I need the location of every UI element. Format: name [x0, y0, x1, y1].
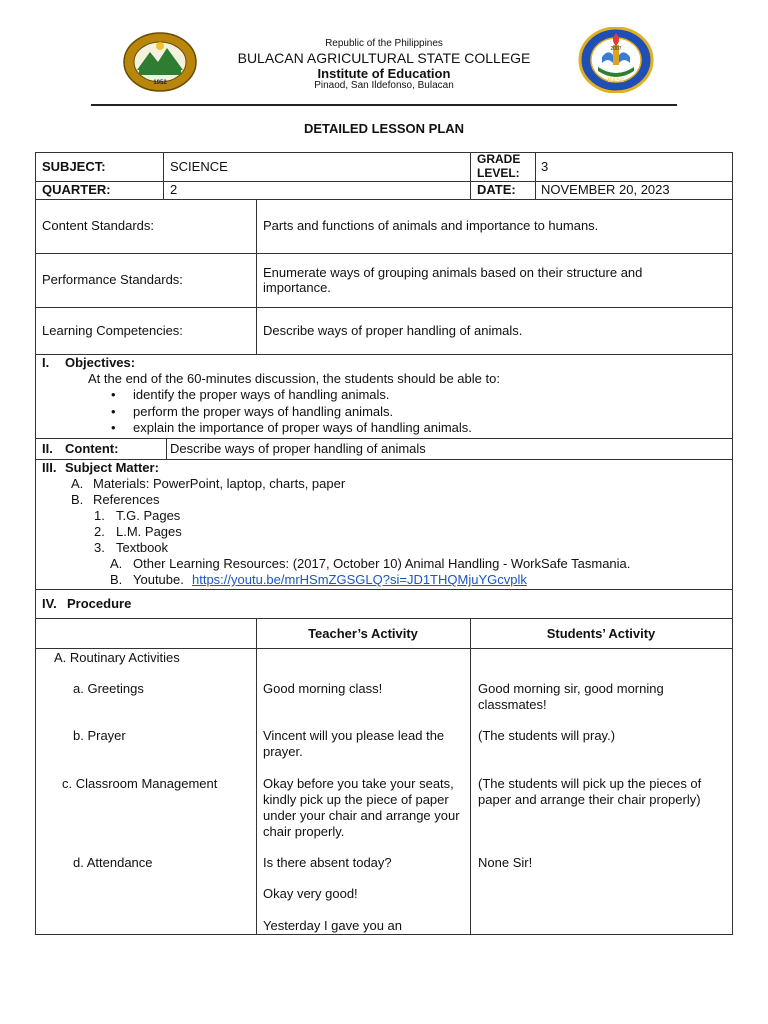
teacher-activity-text: Yesterday I gave you an: [263, 918, 403, 933]
content-number: II.: [42, 441, 53, 456]
document-title: DETAILED LESSON PLAN: [303, 121, 465, 136]
performance-standards-value: Enumerate ways of grouping animals based on their structure and importance.: [263, 265, 643, 295]
ref-item-marker: 2.: [94, 524, 105, 539]
materials-text: Materials: PowerPoint, laptop, charts, paper: [93, 476, 346, 491]
subject-matter-heading: Subject Matter:: [65, 460, 159, 475]
republic-line: Republic of the Philippines: [325, 38, 443, 49]
college-name: BULACAN AGRICULTURAL STATE COLLEGE: [237, 50, 531, 66]
content-standards-label: Content Standards:: [42, 218, 155, 233]
quarter-value: 2: [170, 182, 178, 197]
subject-label: SUBJECT:: [42, 159, 106, 174]
objectives-number: I.: [42, 355, 50, 370]
objectives-intro: At the end of the 60-minutes discussion, the students should be able to:: [88, 371, 500, 386]
students-activity-text: Good morning sir, good morning classmates!: [478, 681, 664, 712]
ref-item-marker: 3.: [94, 540, 105, 555]
objectives-list: [133, 387, 472, 437]
youtube-marker: B.: [110, 572, 123, 587]
teacher-activity-header: Teacher’s Activity: [308, 626, 418, 641]
procedure-step-label: d. Attendance: [73, 855, 153, 870]
date-label: DATE:: [477, 182, 516, 197]
subject-matter-number: III.: [42, 460, 57, 475]
routinary-activities-label: A. Routinary Activities: [54, 650, 180, 665]
learning-competencies-value: Describe ways of proper handling of animals.: [263, 323, 523, 338]
students-activity-text: None Sir!: [478, 855, 533, 870]
grade-level-value: 3: [541, 159, 549, 174]
references-text: References: [93, 492, 160, 507]
date-value: NOVEMBER 20, 2023: [541, 182, 670, 197]
learning-competencies-label: Learning Competencies:: [42, 323, 183, 338]
procedure-number: IV.: [42, 596, 57, 611]
youtube-label: Youtube.: [133, 572, 184, 587]
other-resources-text: Other Learning Resources: (2017, October 10) Animal Handling - WorkSafe Tasmania.: [133, 556, 631, 571]
ref-item-text: T.G. Pages: [116, 508, 181, 523]
procedure-step-label: a. Greetings: [73, 681, 144, 696]
ref-item-text: Textbook: [116, 540, 169, 555]
procedure-step-label: b. Prayer: [73, 728, 126, 743]
grade-level-label-2: LEVEL:: [477, 166, 520, 180]
objective-item: • identify the proper ways of handling animals.: [133, 387, 472, 404]
teacher-activity-text: Okay before you take your seats, kindly pick up the piece of paper under your chair and arrange your chair properly.: [263, 776, 460, 839]
college-address: Pinaod, San Ildefonso, Bulacan: [314, 80, 454, 91]
procedure-step-label: c. Classroom Management: [62, 776, 218, 791]
objective-item: • explain the importance of proper ways of handling animals.: [133, 420, 472, 437]
header-divider: [91, 104, 677, 106]
objectives-heading: Objectives:: [65, 355, 136, 370]
objective-item: • perform the proper ways of handling animals.: [133, 404, 472, 421]
materials-marker: A.: [71, 476, 84, 491]
teacher-activity-text: Okay very good!: [263, 886, 358, 901]
grade-level-label-1: GRADE: [477, 152, 521, 166]
left-logo-year: 1952: [153, 80, 167, 86]
teacher-activity-text: Good morning class!: [263, 681, 383, 696]
procedure-heading: Procedure: [67, 596, 132, 611]
right-logo-bottom-text: BASC: [607, 78, 625, 84]
institute-name: Institute of Education: [317, 66, 451, 81]
content-value: Describe ways of proper handling of animals: [170, 441, 426, 456]
youtube-link[interactable]: https://youtu.be/mrHSmZGSGLQ?si=JD1THQMjuYGcvplk: [192, 572, 527, 587]
subject-value: SCIENCE: [170, 159, 228, 174]
right-logo-year: 2007: [610, 46, 622, 52]
content-heading: Content:: [65, 441, 119, 456]
students-activity-text: (The students will pray.): [478, 728, 616, 743]
students-activity-header: Students’ Activity: [546, 626, 656, 641]
quarter-label: QUARTER:: [42, 182, 111, 197]
ref-item-text: L.M. Pages: [116, 524, 182, 539]
teacher-activity-text: Vincent will you please lead the prayer.: [263, 728, 445, 759]
teacher-activity-text: Is there absent today?: [263, 855, 392, 870]
ref-item-marker: 1.: [94, 508, 105, 523]
content-standards-value: Parts and functions of animals and importance to humans.: [263, 218, 599, 233]
other-resources-marker: A.: [110, 556, 123, 571]
performance-standards-label: Performance Standards:: [42, 272, 183, 287]
students-activity-text: (The students will pick up the pieces of paper and arrange their chair properly): [478, 776, 702, 807]
references-marker: B.: [71, 492, 84, 507]
